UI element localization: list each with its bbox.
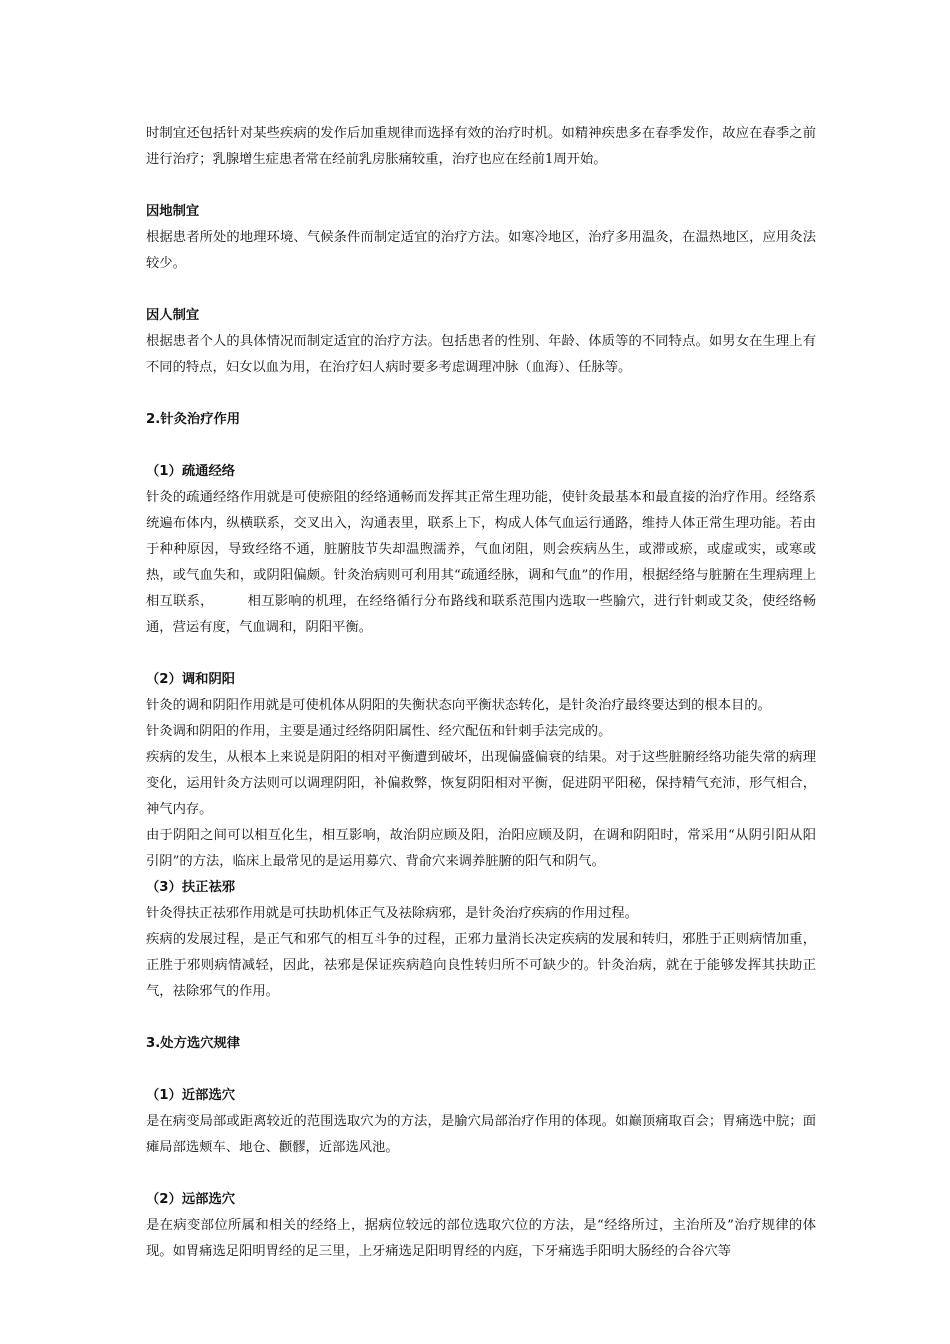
- section-heading: 3.处方选穴规律: [146, 1036, 241, 1051]
- body-paragraph: 疾病的发展过程，是正气和邪气的相互斗争的过程，正邪力量消长决定疾病的发展和转归，邪胜于正则病情加重，正胜于邪则病情减轻，因此，祛邪是保证疾病趋向良性转归所不可缺少的。针灸治病，就在于能够发挥其扶助正气，祛除邪气的作用。: [146, 932, 816, 999]
- body-paragraph: 针灸的调和阴阳作用就是可使机体从阴阳的失衡状态向平衡状态转化，是针灸治疗最终要达到的根本目的。: [146, 698, 771, 713]
- section-heading: （3）扶正祛邪: [146, 880, 236, 895]
- section-heading: （2）调和阴阳: [146, 672, 236, 687]
- paragraph-gap: [146, 173, 816, 199]
- body-paragraph: 是在病变局部或距离较近的范围选取穴为的方法，是腧穴局部治疗作用的体现。如巅顶痛取百会；胃痛选中脘；面瘫局部选颊车、地仓、颧髎，近部选风池。: [146, 1114, 816, 1155]
- section-heading: （1）近部选穴: [146, 1088, 236, 1103]
- section-heading: （1）疏通经络: [146, 464, 236, 479]
- paragraph-gap: [146, 1161, 816, 1187]
- body-paragraph: 由于阴阳之间可以相互化生，相互影响，故治阴应顾及阳，治阳应顾及阴，在调和阴阳时，常采用“从阴引阳从阳引阴”的方法，临床上最常见的是运用募穴、背俞穴来调养脏腑的阳气和阴气。: [146, 828, 816, 869]
- paragraph-gap: [146, 641, 816, 667]
- body-paragraph: 时制宜还包括针对某些疾病的发作后加重规律而选择有效的治疗时机。如精神疾患多在春季发作，故应在春季之前进行治疗；乳腺增生症患者常在经前乳房胀痛较重，治疗也应在经前1周开始。: [146, 126, 816, 167]
- paragraph-gap: [146, 277, 816, 303]
- section-heading: 因地制宜: [146, 204, 200, 219]
- body-paragraph: 是在病变部位所属和相关的经络上，据病位较远的部位选取穴位的方法，是“经络所过，主治所及”治疗规律的体现。如胃痛选足阳明胃经的足三里，上牙痛选足阳明胃经的内庭，下牙痛选手阳明大肠经的合谷穴等: [146, 1218, 816, 1259]
- body-paragraph: 根据患者个人的具体情况而制定适宜的治疗方法。包括患者的性别、年龄、体质等的不同特点。如男女在生理上有不同的特点，妇女以血为用，在治疗妇人病时要多考虑调理冲脉（血海）、任脉等。: [146, 334, 816, 375]
- section-heading: 因人制宜: [146, 308, 200, 323]
- paragraph-gap: [146, 433, 816, 459]
- body-paragraph: 针灸调和阴阳的作用，主要是通过经络阴阳属性、经穴配伍和针刺手法完成的。: [146, 724, 612, 739]
- body-paragraph: 针灸的疏通经络作用就是可使瘀阻的经络通畅而发挥其正常生理功能，使针灸最基本和最直接的治疗作用。经络系统遍布体内，纵横联系，交叉出入，沟通表里，联系上下，构成人体气血运行通路，维持人体正常生理功能。若由于种种原因，导致经络不通，脏腑肢节失却温煦濡养，气血闭阻，则会疾病丛生，或滞或瘀，或虚或实，或寒或热，或气血失和，或阴阳偏颇。针灸治病则可利用其“疏通经脉，调和气血”的作用，根据经络与脏腑在生理病理上相互联系， 相互影响的机理，在经络循行分布路线和联系范围内选取一些腧穴，进行针刺或艾灸，使经络畅通，营运有度，气血调和，阴阳平衡。: [146, 490, 816, 635]
- paragraph-gap: [146, 1005, 816, 1031]
- section-heading: 2.针灸治疗作用: [146, 412, 241, 427]
- section-heading: （2）远部选穴: [146, 1192, 236, 1207]
- body-paragraph: 疾病的发生，从根本上来说是阴阳的相对平衡遭到破坏，出现偏盛偏衰的结果。对于这些脏腑经络功能失常的病理变化，运用针灸方法则可以调理阴阳，补偏救弊，恢复阴阳相对平衡，促进阴平阳秘，保持精气充沛，形气相合，神气内存。: [146, 750, 816, 817]
- body-paragraph: 根据患者所处的地理环境、气候条件而制定适宜的治疗方法。如寒冷地区，治疗多用温灸，在温热地区，应用灸法较少。: [146, 230, 816, 271]
- paragraph-gap: [146, 1057, 816, 1083]
- document-page: [146, 121, 816, 1265]
- body-paragraph: 针灸得扶正祛邪作用就是可扶助机体正气及祛除病邪，是针灸治疗疾病的作用过程。: [146, 906, 638, 921]
- paragraph-gap: [146, 381, 816, 407]
